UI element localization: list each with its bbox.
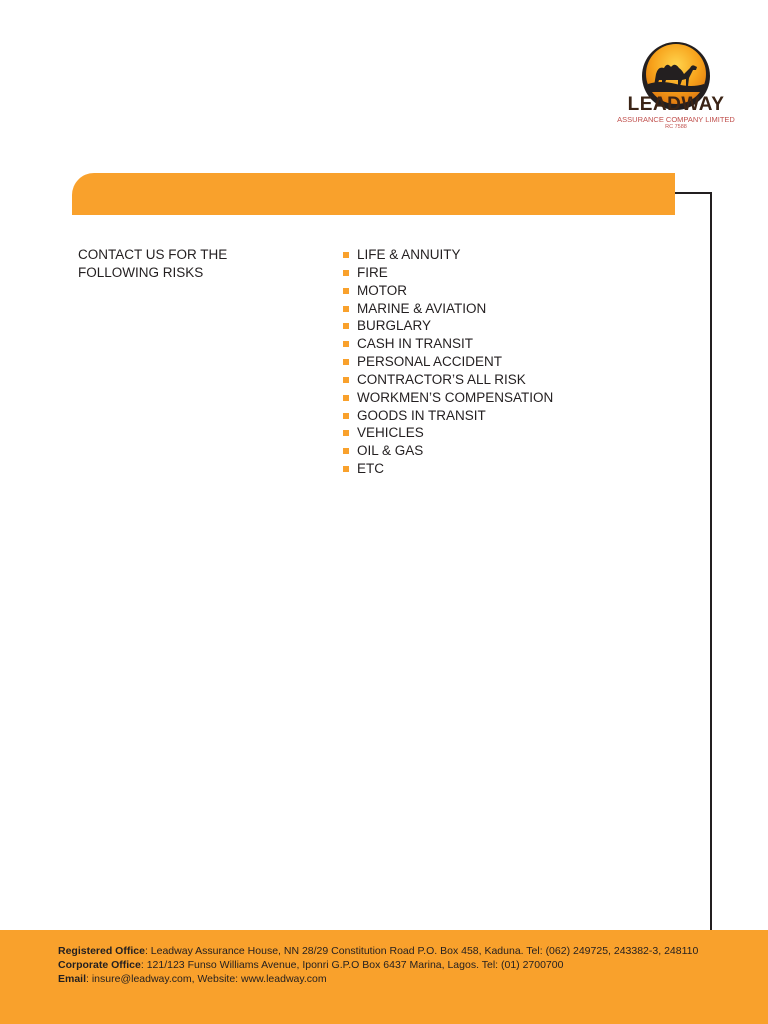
risk-label: MARINE & AVIATION (357, 300, 487, 316)
risk-item (343, 353, 553, 371)
footer (0, 930, 768, 1024)
risks-list (343, 246, 553, 478)
risk-label: CASH IN TRANSIT (357, 336, 474, 352)
risk-label: MOTOR (357, 282, 407, 298)
risk-label: OIL & GAS (357, 443, 424, 459)
risk-label: BURGLARY (357, 318, 432, 334)
registered-office-text: : Leadway Assurance House, NN 28/29 Constitution Road P.O. Box 458, Kaduna. Tel: (062) 249725, 243382-3, 248110 (144, 945, 699, 957)
company-logo (612, 40, 740, 132)
square-bullet-icon (343, 341, 349, 347)
square-bullet-icon (343, 270, 349, 276)
risk-label: FIRE (357, 264, 388, 280)
risk-label: VEHICLES (357, 425, 424, 441)
frame-line-right (710, 192, 712, 982)
square-bullet-icon (343, 413, 349, 419)
risk-item (343, 246, 553, 264)
registered-office-label: Registered Office (58, 945, 145, 957)
logo-wordmark: LEADWAY (627, 94, 725, 115)
square-bullet-icon (343, 323, 349, 329)
square-bullet-icon (343, 252, 349, 258)
square-bullet-icon (343, 466, 349, 472)
risk-item (343, 424, 553, 442)
square-bullet-icon (343, 430, 349, 436)
contact-heading (78, 246, 298, 282)
risk-item (343, 460, 553, 478)
risk-item (343, 442, 553, 460)
risk-label: LIFE & ANNUITY (357, 247, 461, 262)
risk-label: ETC (357, 461, 384, 477)
logo-rc-number: RC 7588 (665, 124, 687, 130)
risk-item (343, 264, 553, 282)
risk-label: PERSONAL ACCIDENT (357, 354, 503, 370)
risk-item (343, 300, 553, 318)
registered-office-line (58, 944, 698, 958)
email-label: Email (58, 973, 87, 985)
risk-label: WORKMEN’S COMPENSATION (357, 389, 554, 405)
header-banner (72, 173, 675, 215)
email-line (58, 972, 698, 986)
footer-address-block (58, 944, 698, 986)
risk-item (343, 317, 553, 335)
risk-item (343, 371, 553, 389)
square-bullet-icon (343, 377, 349, 383)
contact-heading-line2: FOLLOWING RISKS (78, 265, 204, 280)
square-bullet-icon (343, 288, 349, 294)
square-bullet-icon (343, 395, 349, 401)
square-bullet-icon (343, 306, 349, 312)
risk-item (343, 282, 553, 300)
frame-line-top (675, 192, 712, 194)
square-bullet-icon (343, 359, 349, 365)
risk-item (343, 335, 553, 353)
email-text: : insure@leadway.com, Website: www.leadway.com (86, 973, 327, 985)
contact-heading-line1: CONTACT US FOR THE (78, 247, 228, 262)
corporate-office-text: : 121/123 Funso Williams Avenue, Iponri G.P.O Box 6437 Marina, Lagos. Tel: (01) 2700700 (140, 959, 564, 971)
corporate-office-label: Corporate Office (58, 959, 141, 971)
risk-label: GOODS IN TRANSIT (357, 407, 486, 423)
logo-subtitle: ASSURANCE COMPANY LIMITED (617, 115, 735, 124)
risk-item (343, 407, 553, 425)
square-bullet-icon (343, 448, 349, 454)
risk-label: CONTRACTOR’S ALL RISK (357, 371, 526, 387)
corporate-office-line (58, 958, 698, 972)
risk-item (343, 389, 553, 407)
